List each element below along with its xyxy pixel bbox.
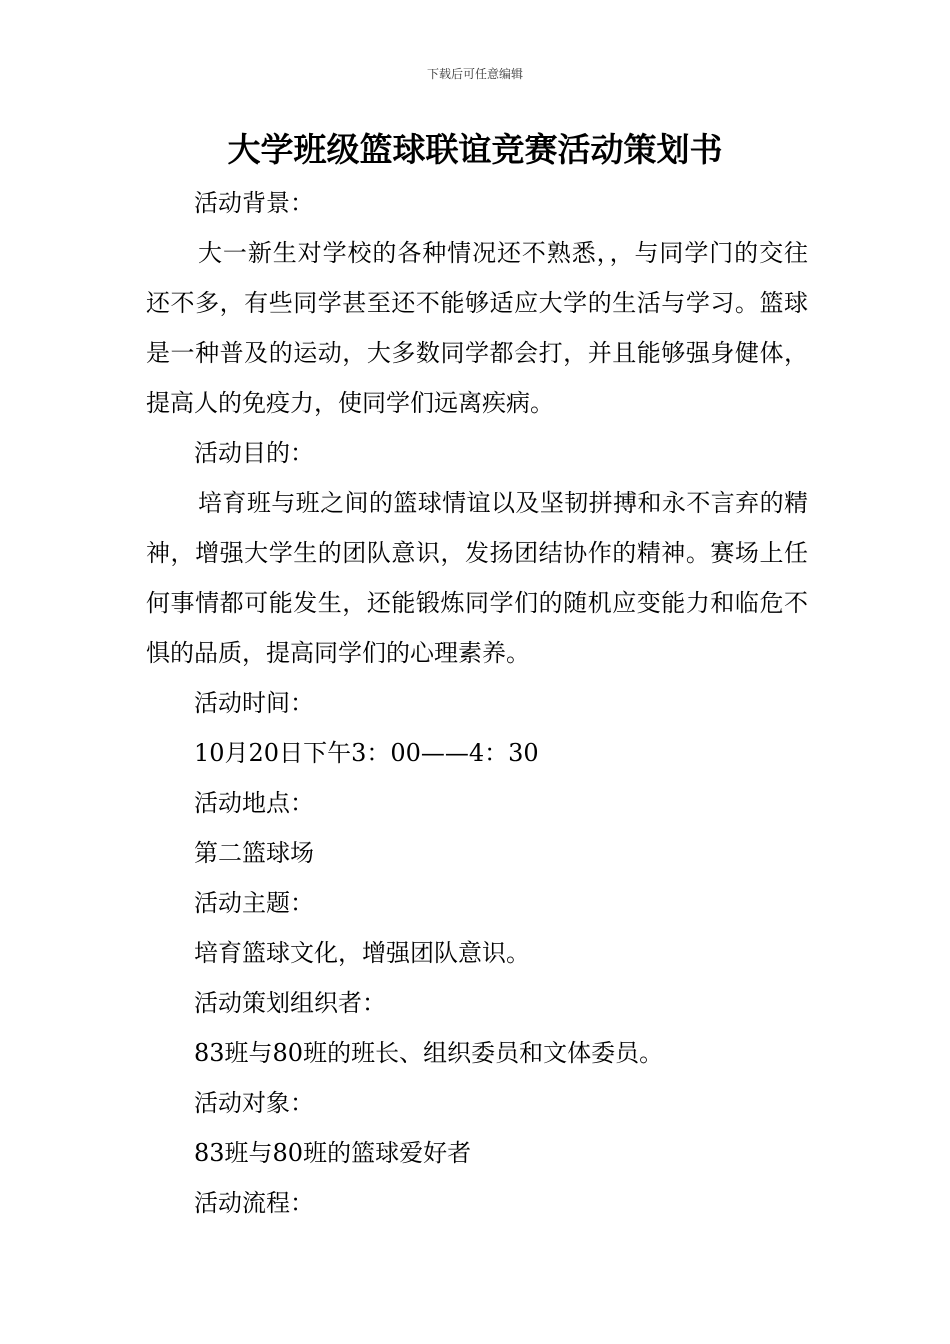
purpose-heading: 活动目的： [194, 439, 314, 467]
header-note: 下载后可任意编辑 [426, 67, 523, 81]
organizer-heading: 活动策划组织者： [194, 989, 386, 1017]
background-paragraph: 大一新生对学校的各种情况还不熟悉，，与同学门的交往还不多，有些同学甚至还不能够适应大学的生活与学习。篮球是一种普及的运动，大多数同学都会打，并且能够强身健体，提高人的免疫力，使同学们远离疾病。 [146, 239, 808, 417]
time-heading: 活动时间： [194, 689, 314, 717]
theme-value: 培育篮球文化，增强团队意识。 [194, 939, 530, 967]
organizer-value: 83班与80班的班长、组织委员和文体委员。 [194, 1039, 664, 1067]
document-body [146, 178, 808, 1228]
place-value: 第二篮球场 [194, 839, 314, 867]
theme-heading: 活动主题： [194, 889, 314, 917]
process-heading: 活动流程： [194, 1189, 314, 1217]
place-heading: 活动地点： [194, 789, 314, 817]
audience-value: 83班与80班的篮球爱好者 [194, 1139, 472, 1167]
time-value: 10月20日下午3：00——4：30 [194, 739, 539, 767]
purpose-paragraph: 培育班与班之间的篮球情谊以及坚韧拼搏和永不言弃的精神，增强大学生的团队意识，发扬团结协作的精神。赛场上任何事情都可能发生，还能锻炼同学们的随机应变能力和临危不惧的品质，提高同学们的心理素养。 [146, 489, 808, 667]
page-title: 大学班级篮球联谊竞赛活动策划书 [227, 130, 723, 169]
audience-heading: 活动对象： [194, 1089, 314, 1117]
background-heading: 活动背景： [194, 189, 314, 217]
